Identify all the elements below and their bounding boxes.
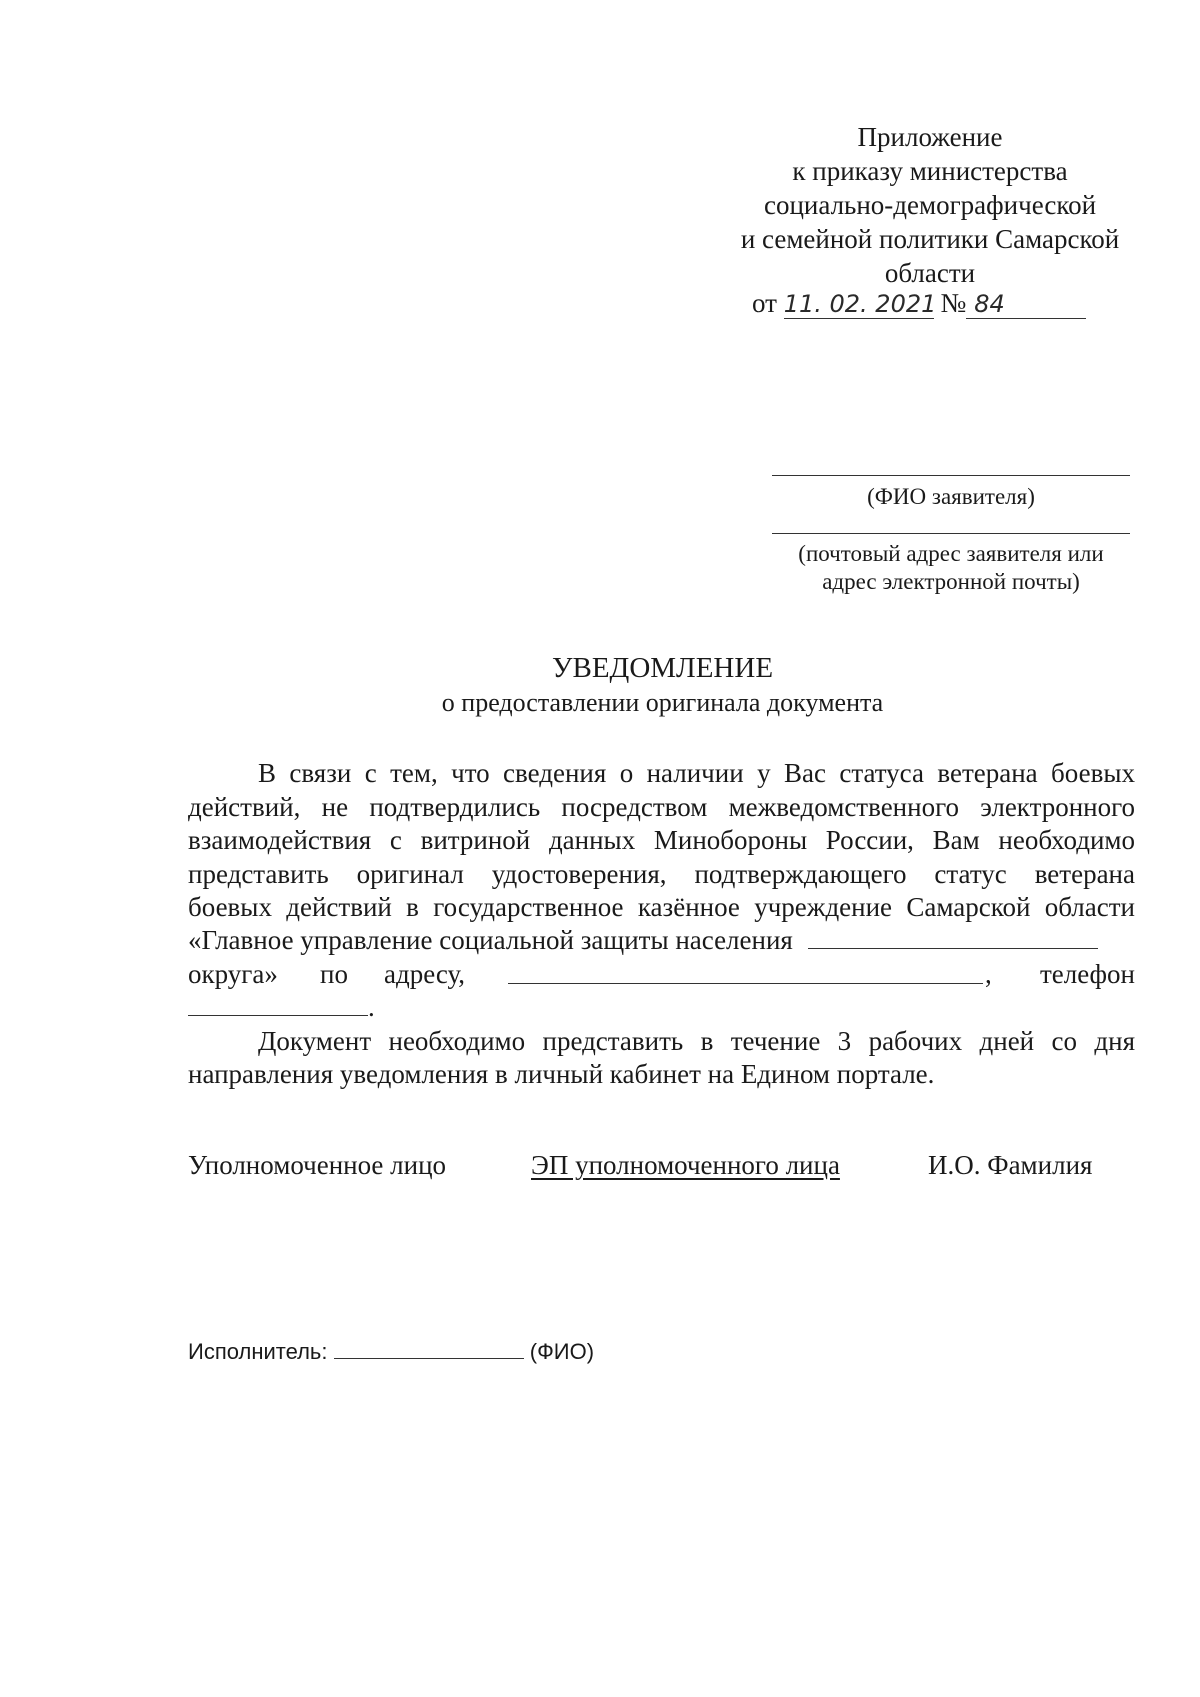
signature-role: Уполномоченное лицо [188, 1150, 447, 1180]
body-line: Документ необходимо представить в течение 3 рабочих дней со дня [258, 1026, 1135, 1056]
body-line: боевых действий в государственное казённое учреждение Самарской области [188, 892, 1135, 922]
adresu-text: адресу, [384, 959, 466, 989]
period-text: . [368, 992, 375, 1022]
signature-name: И.О. Фамилия [928, 1150, 1093, 1180]
executor-line [188, 1338, 594, 1365]
notice-title: УВЕДОМЛЕНИЕ [551, 652, 774, 684]
comma-text: , [985, 959, 992, 989]
district-blank [808, 926, 1098, 949]
address-blank [508, 961, 983, 984]
po-text: по [320, 959, 348, 989]
body-line-with-blank [188, 923, 1135, 957]
appendix-line: к приказу министерства [792, 156, 1068, 186]
notice-subtitle: о предоставлении оригинала документа [441, 688, 884, 717]
appendix-line: Приложение [857, 122, 1003, 152]
appendix-header [710, 120, 1150, 290]
applicant-name-line [772, 475, 1130, 476]
executor-label: Исполнитель: [188, 1339, 328, 1364]
order-reference [752, 288, 1132, 319]
telefon-text: телефон [1039, 959, 1135, 989]
body-line: направления уведомления в личный кабинет на Едином портале. [188, 1059, 935, 1089]
signature-ep: ЭП уполномоченного лица [531, 1150, 840, 1180]
body-line-phone [188, 990, 1135, 1024]
body-line: действий, не подтвердились посредством межведомственного электронного [188, 792, 1135, 822]
body-text: «Главное управление социальной защиты населения [188, 925, 793, 955]
appendix-line: и семейной политики Самарской [740, 224, 1120, 254]
address-caption-line: (почтовый адрес заявителя или [798, 541, 1104, 566]
body-line: взаимодействия с витриной данных Минобороны России, Вам необходимо [188, 825, 1135, 855]
body-line: представить оригинал удостоверения, подтверждающего статус ветерана [188, 859, 1135, 889]
executor-fio: (ФИО) [529, 1339, 595, 1364]
applicant-address-caption [772, 540, 1130, 596]
applicant-name-caption: (ФИО заявителя) [867, 484, 1035, 509]
appendix-line: социально-демографической [763, 190, 1097, 220]
order-number-prefix: № [940, 288, 967, 318]
body-line: В связи с тем, что сведения о наличии у Вас статуса ветерана боевых [258, 758, 1135, 788]
order-date-handwritten: 11. 02. 2021 [783, 290, 937, 318]
okruga-text: округа» [188, 959, 278, 989]
address-caption-line: адрес электронной почты) [822, 569, 1080, 594]
applicant-address-line [772, 533, 1130, 534]
order-number-handwritten: 84 [966, 290, 1086, 319]
appendix-line: области [884, 258, 976, 288]
executor-blank [334, 1338, 524, 1359]
phone-blank [188, 993, 368, 1016]
order-date-prefix: от [752, 288, 777, 318]
